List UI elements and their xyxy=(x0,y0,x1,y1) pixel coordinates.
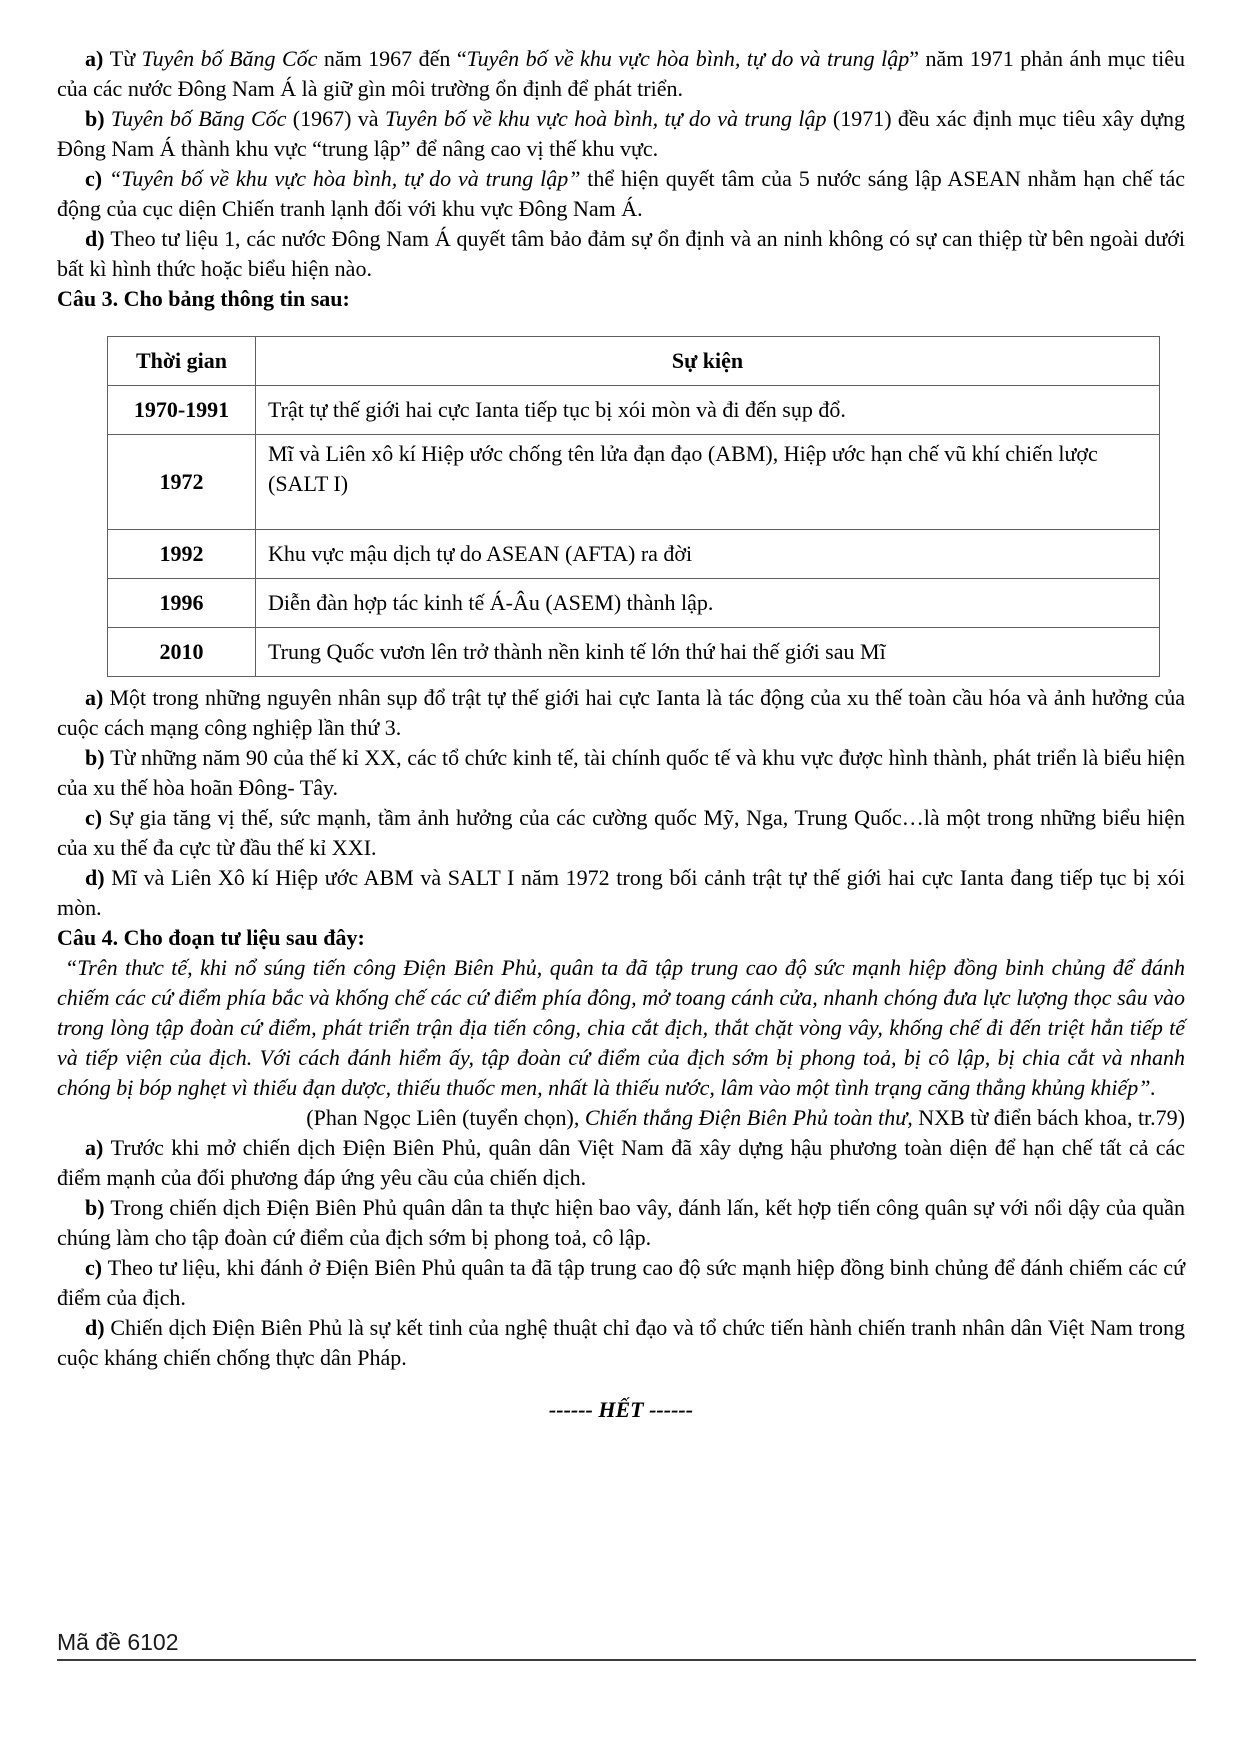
time-cell: 2010 xyxy=(108,628,256,677)
table-header-event: Sự kiện xyxy=(256,337,1160,386)
q3-info-table xyxy=(107,336,1160,677)
table-row xyxy=(108,435,1160,530)
q4-quote: “Trên thưc tế, khi nổ súng tiến công Điện Biên Phủ, quân ta đã tập trung cao độ sức mạnh hiệp đồng binh chủng để đánh chiếm các cứ điểm phía bắc và khống chế các cứ điểm phía đông, mở toang cánh cửa, nhanh chóng đưa lực lượng thọc sâu vào trong lòng tập đoàn cứ điểm, phát triển trận địa tiến công, chia cắt địch, thắt chặt vòng vây, khống chế đi đến triệt hẳn tiếp tế và tiếp viện của địch. Với cách đánh hiểm ấy, tập đoàn cứ điểm của địch sớm bị phong toả, bị cô lập, bị chia cắt và nhanh chóng bị bóp nghẹt vì thiếu đạn dược, thiếu thuốc men, nhất là thiếu nước, lâm vào một tình trạng căng thẳng khủng khiếp”. xyxy=(57,955,1185,1100)
option-b: b) Trong chiến dịch Điện Biên Phủ quân dân ta thực hiện bao vây, đánh lấn, kết hợp tiến công quân sự với nổi dậy của quần chúng làm cho tập đoàn cứ điểm của địch sớm bị phong toả, cô lập. xyxy=(57,1195,1185,1250)
time-cell: 1972 xyxy=(108,435,256,530)
table-row xyxy=(108,628,1160,677)
q4-citation: (Phan Ngọc Liên (tuyển chọn), Chiến thắng Điện Biên Phủ toàn thư, NXB từ điển bách khoa, tr.79) xyxy=(306,1105,1185,1130)
option-b: b) Tuyên bố Băng Cốc (1967) và Tuyên bố về khu vực hoà bình, tự do và trung lập (1971) đều xác định mục tiêu xây dựng Đông Nam Á thành khu vực “trung lập” để nâng cao vị thế khu vực. xyxy=(57,106,1186,161)
exam-code-label: Mã đề 6102 xyxy=(57,1629,179,1655)
option-c: c) Theo tư liệu, khi đánh ở Điện Biên Phủ quân ta đã tập trung cao độ sức mạnh hiệp đồng binh chủng để đánh chiếm các cứ điểm của địch. xyxy=(57,1255,1185,1310)
table-header-row xyxy=(108,337,1160,386)
option-a: a) Trước khi mở chiến dịch Điện Biên Phủ, quân dân Việt Nam đã xây dựng hậu phương toàn diện để hạn chế tất cả các điểm mạnh của đối phương đáp ứng yêu cầu của chiến dịch. xyxy=(57,1135,1185,1190)
question3-heading: Câu 3. Cho bảng thông tin sau: xyxy=(57,286,350,311)
event-cell: Trật tự thế giới hai cực Ianta tiếp tục bị xói mòn và đi đến sụp đổ. xyxy=(256,386,1160,435)
event-cell: Mĩ và Liên xô kí Hiệp ước chống tên lửa đạn đạo (ABM), Hiệp ước hạn chế vũ khí chiến lược (SALT I) xyxy=(256,435,1160,530)
footer-rule xyxy=(57,1659,1196,1661)
option-c: c) Sự gia tăng vị thế, sức mạnh, tầm ảnh hưởng của các cường quốc Mỹ, Nga, Trung Quốc…là một trong những biểu hiện của xu thế đa cực từ đầu thế kỉ XXI. xyxy=(57,805,1185,860)
question4-heading: Câu 4. Cho đoạn tư liệu sau đây: xyxy=(57,925,365,950)
option-d: d) Theo tư liệu 1, các nước Đông Nam Á quyết tâm bảo đảm sự ổn định và an ninh không có sự can thiệp từ bên ngoài dưới bất kì hình thức hoặc biểu hiện nào. xyxy=(57,226,1186,281)
time-cell: 1970-1991 xyxy=(108,386,256,435)
event-cell: Trung Quốc vươn lên trở thành nền kinh tế lớn thứ hai thế giới sau Mĩ xyxy=(256,628,1160,677)
intro-options xyxy=(57,44,1185,284)
end-marker: ------ HẾT ------ xyxy=(548,1397,694,1422)
option-a: a) Từ Tuyên bố Băng Cốc năm 1967 đến “Tuyên bố về khu vực hòa bình, tự do và trung lập” năm 1971 phản ánh mục tiêu của các nước Đông Nam Á là giữ gìn môi trường ổn định để phát triển. xyxy=(57,46,1185,101)
table-row xyxy=(108,386,1160,435)
option-d: d) Mĩ và Liên Xô kí Hiệp ước ABM và SALT I năm 1972 trong bối cảnh trật tự thế giới hai cực Ianta đang tiếp tục bị xói mòn. xyxy=(57,865,1185,920)
option-a: a) Một trong những nguyên nhân sụp đổ trật tự thế giới hai cực Ianta là tác động của xu thế toàn cầu hóa và ảnh hưởng của cuộc cách mạng công nghiệp lần thứ 3. xyxy=(57,685,1185,740)
page-footer xyxy=(57,1628,1196,1661)
time-cell: 1996 xyxy=(108,579,256,628)
option-b: b) Từ những năm 90 của thế kỉ XX, các tổ chức kinh tế, tài chính quốc tế và khu vực được hình thành, phát triển là biểu hiện của xu thế hòa hoãn Đông- Tây. xyxy=(57,745,1186,800)
table-row xyxy=(108,530,1160,579)
table-row xyxy=(108,579,1160,628)
event-cell: Khu vực mậu dịch tự do ASEAN (AFTA) ra đời xyxy=(256,530,1160,579)
time-cell: 1992 xyxy=(108,530,256,579)
event-cell: Diễn đàn hợp tác kinh tế Á-Âu (ASEM) thành lập. xyxy=(256,579,1160,628)
option-c: c) “Tuyên bố về khu vực hòa bình, tự do và trung lập” thể hiện quyết tâm của 5 nước sáng lập ASEAN nhằm hạn chế tác động của cục diện Chiến tranh lạnh đối với khu vực Đông Nam Á. xyxy=(57,166,1185,221)
q4-options xyxy=(57,1133,1185,1373)
table-header-time: Thời gian xyxy=(108,337,256,386)
q3-options xyxy=(57,683,1185,923)
option-d: d) Chiến dịch Điện Biên Phủ là sự kết tinh của nghệ thuật chỉ đạo và tổ chức tiến hành chiến tranh nhân dân Việt Nam trong cuộc kháng chiến chống thực dân Pháp. xyxy=(57,1315,1186,1370)
